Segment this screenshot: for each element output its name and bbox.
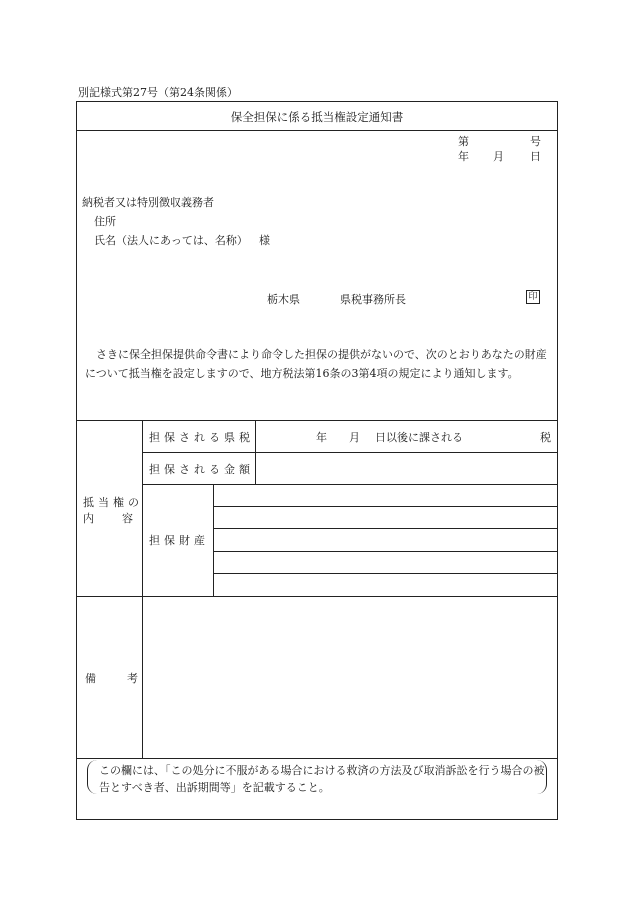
title-divider	[77, 130, 557, 131]
tax-label: 担保される県税	[149, 431, 254, 444]
form-title: 保全担保に係る抵当権設定通知書	[230, 110, 404, 124]
address-label: 住所	[94, 215, 116, 228]
tax-month: 月	[349, 431, 360, 444]
remarks-top	[77, 596, 557, 597]
honorific: 様	[259, 234, 270, 247]
date-day: 日	[530, 150, 541, 163]
sender-prefecture: 栃木県	[267, 293, 300, 306]
remarks-bottom	[77, 758, 557, 759]
amount-label: 担保される金額	[149, 463, 254, 476]
date-year: 年	[458, 150, 469, 163]
section-label-line2: 内 容	[83, 512, 135, 525]
tax-year: 年	[316, 431, 327, 444]
notice-body: さきに保全担保提供命令書により命令した担保の提供がないので、次のとおりあなたの財産について抵当権を設定しますので、地方税法第16条の3第4項の規定により通知します。	[85, 348, 547, 380]
tax-after: 日以後に課される	[375, 431, 463, 444]
number-prefix: 第	[458, 135, 469, 148]
remarks-label-2: 考	[127, 672, 138, 685]
seal-mark: 印	[526, 290, 540, 304]
form-id: 別記様式第27号（第24条関係）	[78, 86, 238, 99]
form-frame	[76, 101, 558, 820]
remarks-label-1: 備	[85, 672, 96, 685]
label-column-divider	[142, 420, 143, 758]
number-suffix: 号	[530, 135, 541, 148]
property-label: 担保財産	[149, 534, 209, 547]
table-top	[77, 420, 557, 421]
tax-suffix: 税	[540, 431, 551, 444]
name-label: 氏名（法人にあっては、名称）	[94, 234, 248, 247]
recipient-type: 納税者又は特別徴収義務者	[82, 196, 214, 209]
date-month: 月	[493, 150, 504, 163]
section-label-line1: 抵当権の	[83, 496, 143, 509]
appeal-note: この欄には、「この処分に不服がある場合における救済の方法及び取消訴訟を行う場合の被告とすべき者、出訴期間等」を記載すること。	[99, 764, 545, 794]
sender-office: 県税事務所長	[340, 293, 406, 306]
